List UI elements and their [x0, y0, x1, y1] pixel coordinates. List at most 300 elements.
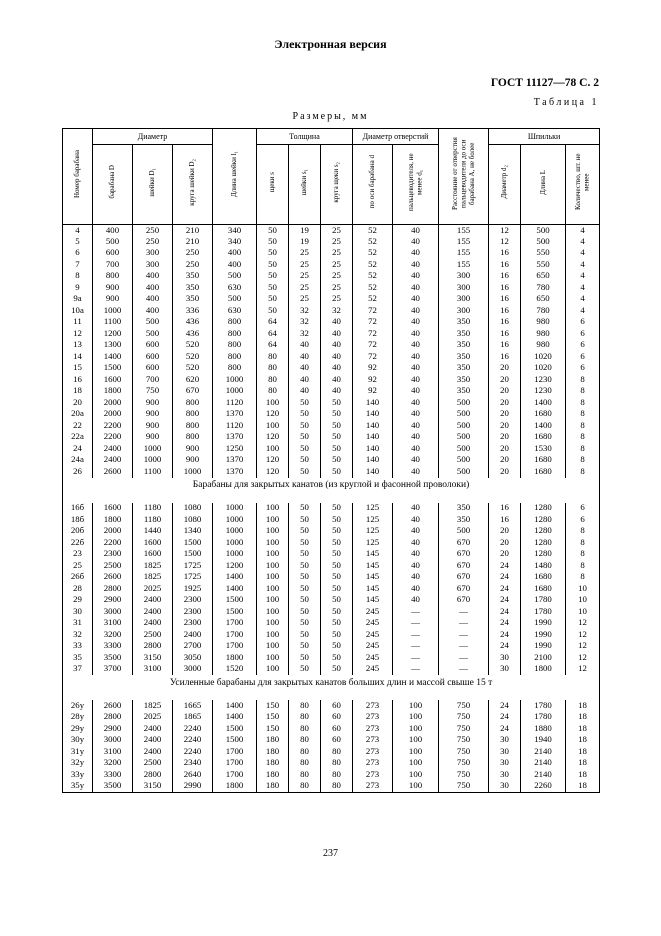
- table-cell: 30: [489, 735, 521, 747]
- table-cell: 273: [353, 758, 393, 770]
- table-cell: 20: [489, 409, 521, 421]
- table-cell: 30: [489, 769, 521, 781]
- table-cell: 3700: [93, 664, 133, 676]
- table-cell: 50: [289, 664, 321, 676]
- table-cell: 1480: [521, 560, 566, 572]
- table-cell: 72: [353, 317, 393, 329]
- table-cell: 50: [289, 514, 321, 526]
- table-cell: 1825: [133, 560, 173, 572]
- table-cell: 40: [393, 455, 439, 467]
- table-cell: 40: [393, 363, 439, 375]
- table-cell: 120: [257, 432, 289, 444]
- page-number: 237: [323, 848, 338, 859]
- table-cell: 400: [133, 294, 173, 306]
- table-cell: 350: [439, 328, 489, 340]
- table-cell: 26б: [63, 572, 93, 584]
- table-cell: 16: [489, 282, 521, 294]
- table-cell: 2500: [133, 629, 173, 641]
- table-cell: 1780: [521, 606, 566, 618]
- table-cell: 26у: [63, 700, 93, 712]
- table-row: [63, 328, 600, 340]
- table-cell: 1680: [521, 455, 566, 467]
- table-cell: 50: [321, 560, 353, 572]
- table-cell: 24: [489, 629, 521, 641]
- table-cell: 52: [353, 225, 393, 237]
- table-cell: 100: [393, 700, 439, 712]
- table-row: [63, 271, 600, 283]
- table-cell: 25: [321, 282, 353, 294]
- table-cell: 8: [566, 560, 600, 572]
- table-cell: 25: [289, 248, 321, 260]
- table-cell: 40: [289, 386, 321, 398]
- table-cell: 1000: [213, 374, 257, 386]
- table-cell: 2500: [133, 758, 173, 770]
- table-cell: 30: [489, 652, 521, 664]
- col-header-thickness-circle-label: круга щеки s₂: [332, 161, 341, 203]
- table-cell: 1280: [521, 537, 566, 549]
- table-cell: 30: [489, 664, 521, 676]
- table-cell: 750: [439, 700, 489, 712]
- table-cell: 1990: [521, 641, 566, 653]
- table-cell: 20: [489, 443, 521, 455]
- table-cell: 1280: [521, 514, 566, 526]
- table-cell: 750: [439, 781, 489, 793]
- table-cell: 100: [393, 723, 439, 735]
- col-header-thickness-cheek: [257, 145, 289, 225]
- table-cell: 1780: [521, 700, 566, 712]
- table-cell: 40: [393, 317, 439, 329]
- table-cell: 2800: [93, 583, 133, 595]
- table-cell: 100: [393, 769, 439, 781]
- table-cell: 25: [289, 259, 321, 271]
- col-header-hole-axis-label: по оси барабана d: [368, 155, 377, 209]
- table-cell: 20: [63, 397, 93, 409]
- table-cell: 50: [321, 595, 353, 607]
- table-cell: 245: [353, 629, 393, 641]
- table-cell: 273: [353, 769, 393, 781]
- table-cell: 18: [566, 746, 600, 758]
- table-cell: 1000: [213, 549, 257, 561]
- table-cell: 140: [353, 409, 393, 421]
- table-row: [63, 514, 600, 526]
- table-cell: 20б: [63, 526, 93, 538]
- table-cell: 64: [257, 317, 289, 329]
- table-cell: 6: [566, 351, 600, 363]
- table-cell: 52: [353, 248, 393, 260]
- table-cell: 4: [566, 305, 600, 317]
- table-cell: 245: [353, 618, 393, 630]
- table-cell: 16б: [63, 503, 93, 515]
- table-cell: 24: [489, 712, 521, 724]
- table-cell: 20а: [63, 409, 93, 421]
- table-cell: 35: [63, 652, 93, 664]
- table-row: [63, 455, 600, 467]
- table-cell: 1020: [521, 363, 566, 375]
- table-cell: 2025: [133, 712, 173, 724]
- table-cell: 80: [289, 700, 321, 712]
- table-cell: 100: [257, 420, 289, 432]
- table-row: [63, 549, 600, 561]
- table-cell: 40: [393, 466, 439, 478]
- table-cell: 50: [289, 526, 321, 538]
- table-cell: 350: [173, 282, 213, 294]
- table-cell: 2990: [173, 781, 213, 793]
- table-cell: 400: [213, 259, 257, 271]
- table-cell: 30у: [63, 735, 93, 747]
- table-cell: 125: [353, 514, 393, 526]
- table-header: [63, 129, 600, 225]
- table-cell: 72: [353, 328, 393, 340]
- table-cell: 350: [439, 363, 489, 375]
- table-row: [63, 746, 600, 758]
- table-cell: 300: [439, 271, 489, 283]
- table-cell: 25: [289, 271, 321, 283]
- table-cell: 2200: [93, 537, 133, 549]
- table-cell: 140: [353, 466, 393, 478]
- table-cell: 50: [289, 397, 321, 409]
- table-cell: 18: [566, 723, 600, 735]
- table-cell: 1100: [133, 466, 173, 478]
- table-cell: 20: [489, 549, 521, 561]
- table-cell: 40: [321, 386, 353, 398]
- table-cell: 80: [289, 781, 321, 793]
- table-cell: 100: [257, 560, 289, 572]
- table-cell: 25: [321, 259, 353, 271]
- table-cell: 800: [213, 328, 257, 340]
- table-cell: 50: [321, 629, 353, 641]
- table-cell: 350: [439, 374, 489, 386]
- table-cell: —: [439, 629, 489, 641]
- table-cell: 750: [439, 758, 489, 770]
- col-header-hole-finger-label: пальцеводителя, не менее d₁: [407, 153, 424, 211]
- table-cell: 24а: [63, 455, 93, 467]
- table-cell: 120: [257, 409, 289, 421]
- col-group-diameter: Диаметр: [93, 129, 213, 145]
- table-cell: 630: [213, 305, 257, 317]
- table-cell: 1080: [173, 503, 213, 515]
- table-cell: 18: [566, 735, 600, 747]
- table-cell: 150: [257, 723, 289, 735]
- table-cell: 1080: [173, 514, 213, 526]
- table-cell: 1000: [213, 503, 257, 515]
- table-cell: 2500: [93, 560, 133, 572]
- table-cell: 520: [173, 363, 213, 375]
- table-cell: 350: [173, 271, 213, 283]
- table-cell: 2000: [93, 397, 133, 409]
- table-cell: 20: [489, 374, 521, 386]
- table-cell: 550: [521, 248, 566, 260]
- table-row: [63, 652, 600, 664]
- table-cell: 100: [393, 781, 439, 793]
- table-cell: 24: [489, 618, 521, 630]
- table-cell: 24: [489, 606, 521, 618]
- table-cell: 80: [289, 723, 321, 735]
- table-cell: 100: [393, 758, 439, 770]
- section-title-row: [63, 478, 600, 493]
- table-cell: 26: [63, 466, 93, 478]
- table-cell: 670: [439, 537, 489, 549]
- table-cell: 273: [353, 781, 393, 793]
- table-cell: 8: [566, 526, 600, 538]
- table-cell: 25: [63, 560, 93, 572]
- table-cell: 40: [321, 363, 353, 375]
- table-cell: 140: [353, 443, 393, 455]
- table-cell: 40: [393, 432, 439, 444]
- table-cell: 9а: [63, 294, 93, 306]
- table-cell: 50: [321, 514, 353, 526]
- table-row: [63, 537, 600, 549]
- table-cell: 50: [321, 443, 353, 455]
- table-cell: 1725: [173, 560, 213, 572]
- col-group-studs: Шпильки: [489, 129, 600, 145]
- table-cell: 1600: [93, 374, 133, 386]
- table-cell: 50: [289, 641, 321, 653]
- table-cell: 80: [289, 746, 321, 758]
- table-cell: 700: [93, 259, 133, 271]
- table-cell: 520: [173, 351, 213, 363]
- table-cell: 800: [213, 340, 257, 352]
- table-cell: 20: [489, 526, 521, 538]
- table-cell: 50: [321, 618, 353, 630]
- table-cell: 72: [353, 305, 393, 317]
- table-cell: 7: [63, 259, 93, 271]
- table-row: [63, 248, 600, 260]
- table-cell: 12: [63, 328, 93, 340]
- table-cell: 900: [173, 455, 213, 467]
- table-cell: 60: [321, 735, 353, 747]
- table-cell: 1925: [173, 583, 213, 595]
- table-cell: 2400: [133, 735, 173, 747]
- table-cell: 800: [173, 420, 213, 432]
- table-cell: 40: [393, 282, 439, 294]
- table-cell: 980: [521, 340, 566, 352]
- table-cell: 60: [321, 700, 353, 712]
- table-cell: 2140: [521, 746, 566, 758]
- table-cell: 3500: [93, 781, 133, 793]
- table-cell: 40: [393, 386, 439, 398]
- col-header-thickness-neck-label: шейки s₁: [300, 168, 309, 196]
- table-cell: 10: [566, 583, 600, 595]
- table-cell: 780: [521, 282, 566, 294]
- col-header-hole-axis: [353, 145, 393, 225]
- table-cell: 2300: [173, 618, 213, 630]
- table-cell: 29у: [63, 723, 93, 735]
- table-cell: —: [439, 652, 489, 664]
- table-cell: —: [439, 664, 489, 676]
- table-cell: 40: [393, 560, 439, 572]
- table-cell: 2400: [93, 455, 133, 467]
- table-cell: 1500: [213, 606, 257, 618]
- table-cell: 340: [213, 225, 257, 237]
- table-cell: 25: [289, 282, 321, 294]
- table-cell: 16: [489, 503, 521, 515]
- table-cell: 1990: [521, 629, 566, 641]
- table-cell: 20: [489, 466, 521, 478]
- table-cell: 50: [257, 282, 289, 294]
- table-cell: 52: [353, 271, 393, 283]
- table-cell: 40: [289, 351, 321, 363]
- table-cell: 273: [353, 723, 393, 735]
- table-cell: 50: [321, 664, 353, 676]
- table-cell: 80: [289, 758, 321, 770]
- table-cell: 1500: [213, 595, 257, 607]
- table-cell: 3300: [93, 769, 133, 781]
- col-header-diameter-neck-label: шейки D₁: [148, 167, 157, 197]
- table-cell: 24: [489, 583, 521, 595]
- table-cell: 22б: [63, 537, 93, 549]
- table-cell: 1280: [521, 526, 566, 538]
- table-cell: 400: [93, 225, 133, 237]
- table-cell: 18: [63, 386, 93, 398]
- table-row: [63, 432, 600, 444]
- spacer-cell: [63, 690, 600, 700]
- col-header-diameter-neck: [133, 145, 173, 225]
- table-cell: 40: [393, 583, 439, 595]
- table-cell: 125: [353, 537, 393, 549]
- table-cell: 2340: [173, 758, 213, 770]
- table-cell: 500: [439, 443, 489, 455]
- table-cell: 12: [566, 629, 600, 641]
- table-cell: 50: [289, 629, 321, 641]
- table-cell: 40: [289, 340, 321, 352]
- table-cell: 80: [289, 769, 321, 781]
- col-header-stud-quantity: [566, 145, 600, 225]
- col-header-stud-quantity-label: Количество, шт. не менее: [574, 153, 591, 211]
- drum-table-body: [63, 225, 600, 793]
- col-header-stud-length: [521, 145, 566, 225]
- table-cell: 16: [489, 271, 521, 283]
- section-title: Усиленные барабаны для закрытых канатов больших длин и массой свыше 15 т: [63, 675, 600, 690]
- table-cell: 800: [213, 363, 257, 375]
- table-cell: 1700: [213, 758, 257, 770]
- table-cell: 52: [353, 282, 393, 294]
- table-cell: 670: [439, 583, 489, 595]
- table-cell: 33: [63, 641, 93, 653]
- table-cell: 1100: [93, 317, 133, 329]
- table-cell: 32: [289, 305, 321, 317]
- table-row: [63, 259, 600, 271]
- table-row: [63, 409, 600, 421]
- table-cell: 2240: [173, 735, 213, 747]
- table-cell: 300: [439, 282, 489, 294]
- table-cell: 50: [321, 583, 353, 595]
- table-cell: 650: [521, 271, 566, 283]
- table-cell: 400: [133, 282, 173, 294]
- table-cell: 18: [566, 781, 600, 793]
- table-cell: 1800: [521, 664, 566, 676]
- table-cell: 35у: [63, 781, 93, 793]
- section-title: Барабаны для закрытых канатов (из круглой и фасонной проволоки): [63, 478, 600, 493]
- table-cell: 670: [439, 560, 489, 572]
- col-header-drum-number-label: Номер барабана: [73, 149, 82, 198]
- table-row: [63, 735, 600, 747]
- table-cell: 1370: [213, 409, 257, 421]
- table-cell: 18: [566, 758, 600, 770]
- table-cell: 1230: [521, 374, 566, 386]
- table-cell: 500: [133, 317, 173, 329]
- table-cell: 180: [257, 735, 289, 747]
- table-cell: 100: [257, 583, 289, 595]
- table-cell: 1700: [213, 641, 257, 653]
- table-cell: 145: [353, 595, 393, 607]
- table-cell: 100: [257, 652, 289, 664]
- table-cell: 80: [289, 735, 321, 747]
- table-cell: 8: [566, 549, 600, 561]
- table-cell: 28: [63, 583, 93, 595]
- table-cell: 250: [133, 225, 173, 237]
- table-cell: 145: [353, 583, 393, 595]
- table-cell: 350: [439, 514, 489, 526]
- sizes-caption: Размеры, мм: [292, 111, 369, 122]
- table-row: [63, 420, 600, 432]
- col-header-thickness-neck: [289, 145, 321, 225]
- table-cell: 245: [353, 652, 393, 664]
- table-cell: 750: [439, 746, 489, 758]
- table-cell: 300: [133, 259, 173, 271]
- table-row: [63, 305, 600, 317]
- table-cell: 6: [566, 317, 600, 329]
- table-cell: 50: [321, 526, 353, 538]
- table-cell: 30: [489, 746, 521, 758]
- table-cell: 1370: [213, 466, 257, 478]
- table-cell: 670: [439, 572, 489, 584]
- table-cell: 1680: [521, 409, 566, 421]
- table-cell: 1000: [173, 466, 213, 478]
- table-cell: —: [439, 641, 489, 653]
- table-row: [63, 317, 600, 329]
- table-cell: 80: [321, 781, 353, 793]
- table-cell: 2400: [133, 595, 173, 607]
- table-cell: 1000: [133, 455, 173, 467]
- table-cell: 3150: [133, 652, 173, 664]
- table-cell: 80: [257, 386, 289, 398]
- table-cell: 5: [63, 236, 93, 248]
- table-cell: 145: [353, 549, 393, 561]
- table-cell: 340: [213, 236, 257, 248]
- table-cell: 3300: [93, 641, 133, 653]
- table-cell: —: [439, 606, 489, 618]
- table-cell: 100: [393, 735, 439, 747]
- table-cell: 50: [321, 455, 353, 467]
- table-cell: 12: [489, 236, 521, 248]
- table-cell: 22: [63, 420, 93, 432]
- table-cell: 92: [353, 386, 393, 398]
- table-cell: 50: [321, 652, 353, 664]
- table-cell: 140: [353, 420, 393, 432]
- table-cell: 40: [393, 537, 439, 549]
- table-cell: 500: [133, 328, 173, 340]
- table-cell: 780: [521, 305, 566, 317]
- table-cell: 50: [289, 606, 321, 618]
- table-cell: —: [439, 618, 489, 630]
- table-cell: 92: [353, 374, 393, 386]
- table-cell: 50: [321, 409, 353, 421]
- table-row: [63, 572, 600, 584]
- table-cell: 40: [393, 374, 439, 386]
- table-row: [63, 397, 600, 409]
- table-cell: 19: [289, 236, 321, 248]
- table-cell: 18: [566, 700, 600, 712]
- table-row: [63, 351, 600, 363]
- col-header-stud-length-label: Длина L: [538, 169, 547, 195]
- table-cell: 50: [289, 549, 321, 561]
- table-cell: 8: [566, 386, 600, 398]
- table-cell: 31у: [63, 746, 93, 758]
- table-cell: 2200: [93, 432, 133, 444]
- table-cell: 40: [393, 328, 439, 340]
- table-row: [63, 526, 600, 538]
- table-cell: 12: [489, 225, 521, 237]
